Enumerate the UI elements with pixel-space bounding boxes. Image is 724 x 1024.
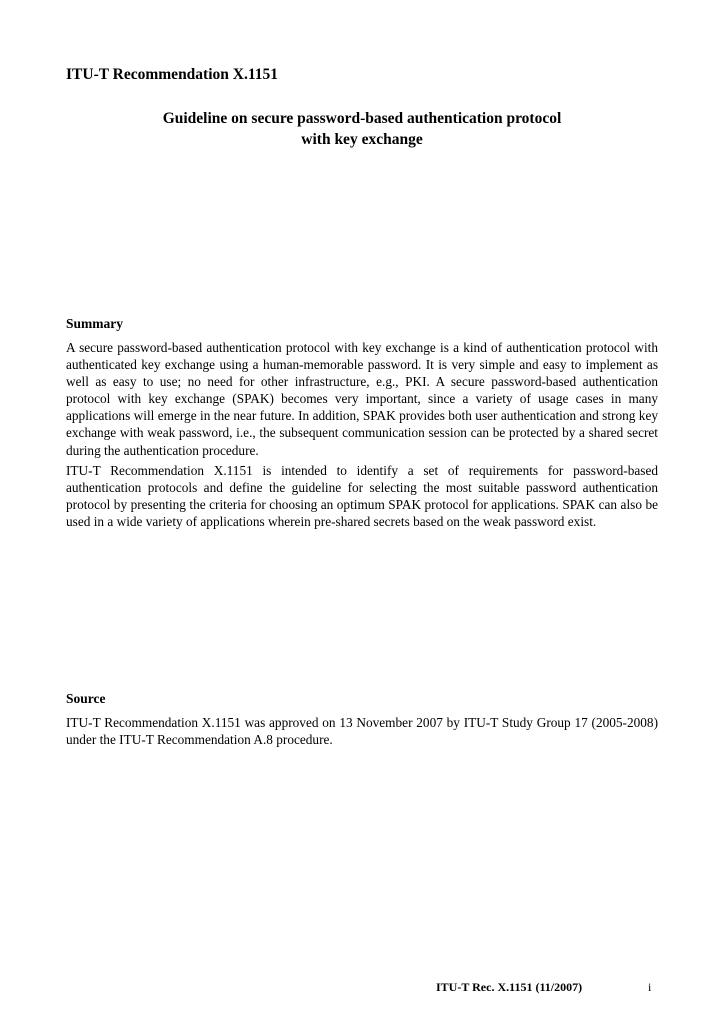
document-title-line-1: Guideline on secure password-based authentication protocol [162, 110, 562, 127]
footer-reference: ITU-T Rec. X.1151 (11/2007) [436, 980, 583, 994]
summary-paragraph-2: ITU-T Recommendation X.1151 is intended to identify a set of requirements for password-based authentication protocols and define the guideline for selecting the most suitable password authentication protocol by presenting the criteria for choosing an optimum SPAK protocol for applications. SPAK can also be used in a wide variety of applications wherein pre-shared secrets based on the weak password exist. [66, 463, 658, 530]
recommendation-heading: ITU-T Recommendation X.1151 [66, 66, 278, 83]
document-title-line-2: with key exchange [301, 131, 423, 148]
source-paragraph: ITU-T Recommendation X.1151 was approved on 13 November 2007 by ITU-T Study Group 17 (2005-2008) under the ITU-T Recommendation A.8 procedure. [66, 715, 658, 748]
page-number: i [648, 980, 652, 994]
summary-heading: Summary [66, 316, 123, 331]
document-title [66, 108, 658, 150]
summary-paragraph-1: A secure password-based authentication protocol with key exchange is a kind of authentication protocol with authenticated key exchange using a human-memorable password. It is very simple and easy to implement as well as easy to use; no need for other infrastructure, e.g., PKI. A secure password-based authentication protocol with key exchange (SPAK) becomes very important, since a variety of usage cases in many applications will emerge in the near future. In addition, SPAK provides both user authentication and strong key exchange with weak password, i.e., the subsequent communication session can be protected by a shared secret during the authentication procedure. [66, 340, 658, 458]
source-heading: Source [66, 691, 106, 706]
